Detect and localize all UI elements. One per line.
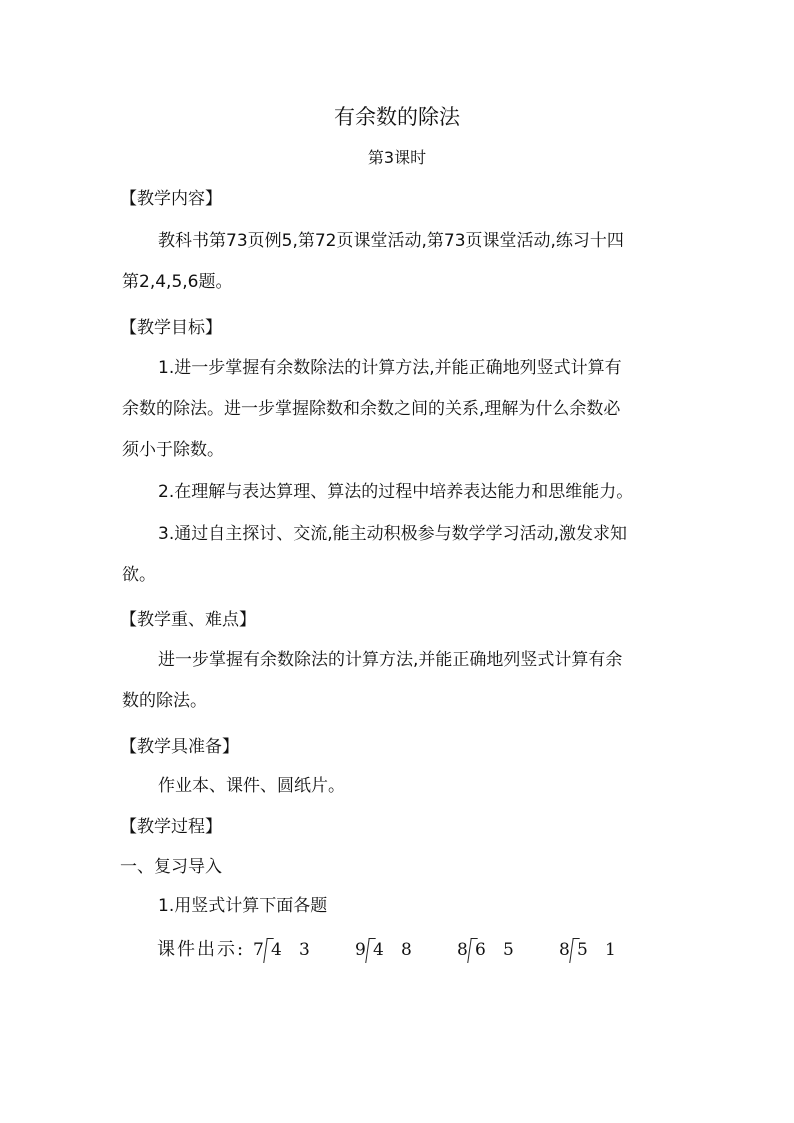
review-item1: 1.用竖式计算下面各题 <box>158 896 328 916</box>
divisor: 7 <box>253 940 264 960</box>
dividend-digit: 5 <box>577 940 588 960</box>
long-division-2 <box>355 936 425 966</box>
dividend-digit: 6 <box>475 940 486 960</box>
dividend-digit: 4 <box>373 940 384 960</box>
lesson-number: 第3课时 <box>367 148 427 167</box>
goal1-line3: 须小于除数。 <box>122 440 224 460</box>
dividend-digit: 5 <box>503 940 514 960</box>
prep-heading: 【教学具准备】 <box>120 737 239 757</box>
page-title: 有余数的除法 <box>334 105 460 129</box>
content-heading: 【教学内容】 <box>120 189 222 209</box>
goal2: 2.在理解与表达算理、算法的过程中培养表达能力和思维能力。 <box>158 482 634 502</box>
long-division-1 <box>253 936 323 966</box>
long-division-4 <box>559 936 629 966</box>
goal1-line2: 余数的除法。进一步掌握除数和余数之间的关系,理解为什么余数必 <box>122 399 621 419</box>
dividend-digit: 4 <box>271 940 282 960</box>
key-points-heading: 【教学重、难点】 <box>120 610 256 630</box>
goal3-line1: 3.通过自主探讨、交流,能主动积极参与数学学习活动,激发求知 <box>158 524 628 544</box>
divisor: 8 <box>559 940 570 960</box>
process-heading: 【教学过程】 <box>120 817 222 837</box>
content-text-line2: 第2,4,5,6题。 <box>122 272 233 292</box>
divisor: 9 <box>355 940 366 960</box>
dividend-digit: 1 <box>605 940 616 960</box>
divisor: 8 <box>457 940 468 960</box>
goal3-line2: 欲。 <box>122 565 156 585</box>
dividend-digit: 3 <box>299 940 310 960</box>
goals-heading: 【教学目标】 <box>120 318 222 338</box>
dividend-digit: 8 <box>401 940 412 960</box>
long-division-3 <box>457 936 527 966</box>
prep-text: 作业本、课件、圆纸片。 <box>158 776 345 796</box>
courseware-label: 课件出示: <box>157 939 246 960</box>
content-text-line1: 教科书第73页例5,第72页课堂活动,第73页课堂活动,练习十四 <box>158 231 624 251</box>
key-points-line1: 进一步掌握有余数除法的计算方法,并能正确地列竖式计算有余 <box>158 650 623 670</box>
goal1-line1: 1.进一步掌握有余数除法的计算方法,并能正确地列竖式计算有 <box>158 358 622 378</box>
review-heading: 一、复习导入 <box>120 857 222 877</box>
key-points-line2: 数的除法。 <box>122 691 207 711</box>
